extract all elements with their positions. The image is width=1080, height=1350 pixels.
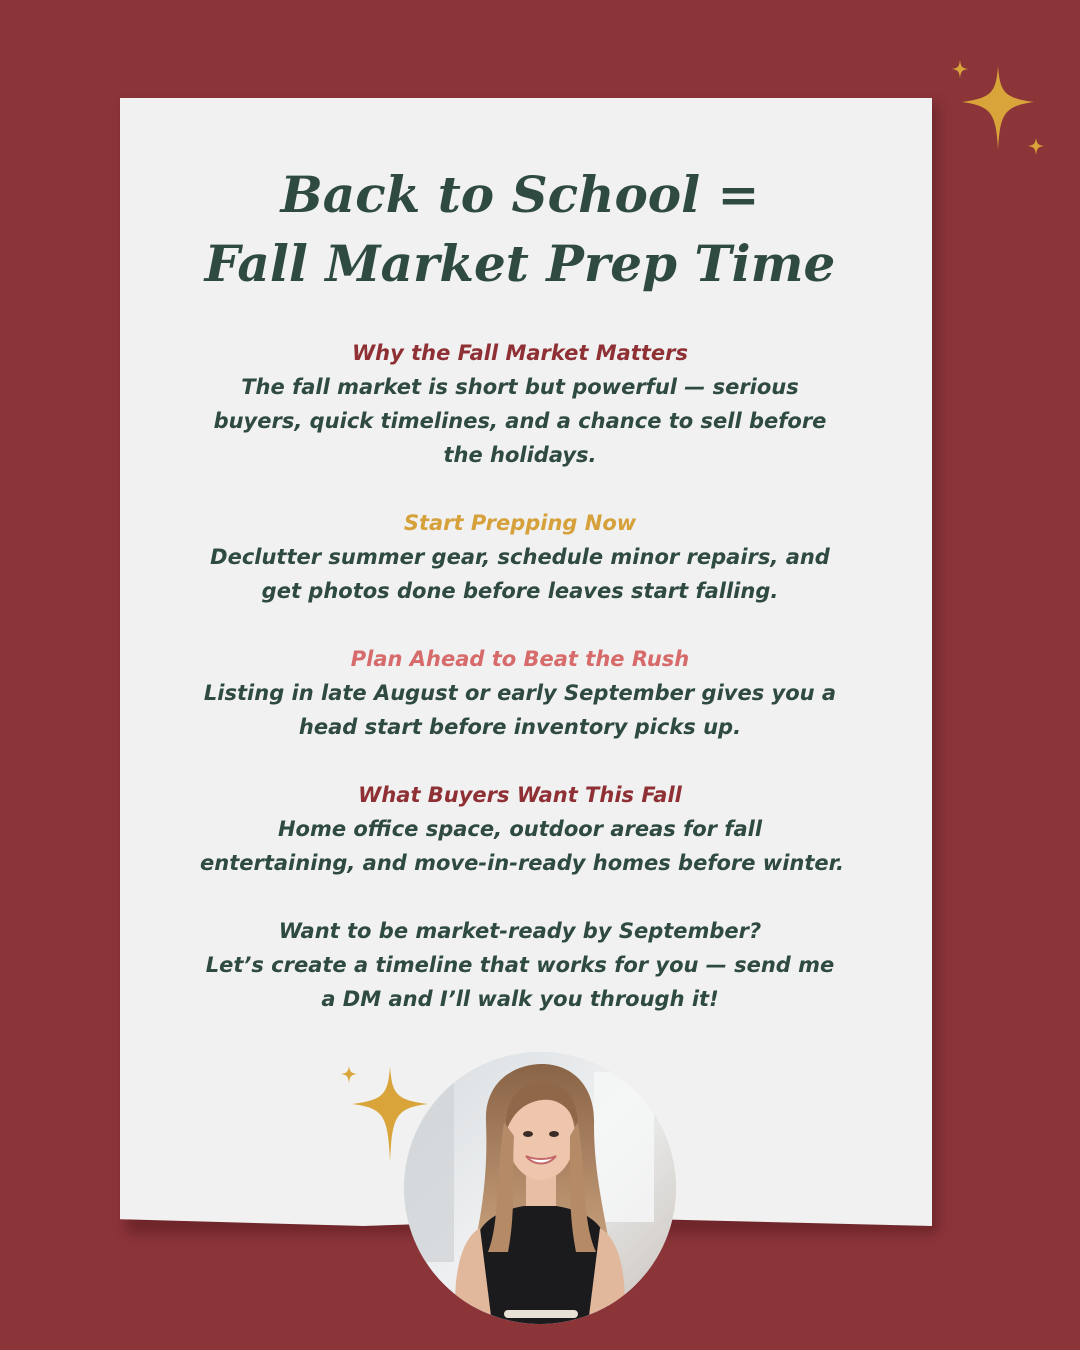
sparkle-small	[952, 60, 968, 78]
section-text-line: head start before inventory picks up.	[298, 715, 742, 739]
section-heading: Why the Fall Market Matters	[352, 341, 688, 365]
section-start-prepping	[200, 506, 840, 608]
eye-right	[549, 1131, 559, 1137]
portrait-illustration	[404, 1052, 676, 1324]
title-line-2: Fall Market Prep Time	[204, 234, 836, 293]
section-what-buyers-want	[200, 778, 844, 880]
belt	[504, 1310, 578, 1318]
section-heading: Start Prepping Now	[403, 511, 637, 535]
section-heading: What Buyers Want This Fall	[358, 783, 682, 807]
section-plan-ahead	[200, 642, 840, 744]
portrait-photo	[404, 1052, 676, 1324]
section-text-line: Declutter summer gear, schedule minor repairs, and	[210, 545, 830, 569]
sparkle-icon	[950, 58, 1060, 168]
section-text-line: entertaining, and move-in-ready homes before winter.	[200, 851, 844, 875]
title-line-1: Back to School =	[280, 165, 760, 224]
section-text-line: Home office space, outdoor areas for fall	[277, 817, 763, 841]
sparkle-large	[962, 66, 1034, 150]
cta-line: Want to be market-ready by September?	[278, 919, 762, 943]
section-text-line: Listing in late August or early September gives you a	[203, 681, 837, 705]
section-text-line: get photos done before leaves start falling.	[261, 579, 779, 603]
cta-line: Let’s create a timeline that works for you — send me	[205, 953, 835, 977]
call-to-action	[200, 914, 840, 1016]
sparkle-small	[1028, 138, 1044, 155]
section-text-line: the holidays.	[443, 443, 597, 467]
cta-line: a DM and I’ll walk you through it!	[321, 987, 719, 1011]
content-block	[200, 336, 844, 1050]
section-text-line: The fall market is short but powerful — serious	[241, 375, 799, 399]
page-title	[120, 160, 920, 298]
section-text-line: buyers, quick timelines, and a chance to sell before	[213, 409, 827, 433]
eye-left	[523, 1131, 533, 1137]
section-heading: Plan Ahead to Beat the Rush	[350, 647, 690, 671]
sparkle-small	[341, 1066, 357, 1083]
section-fall-market-matters	[200, 336, 840, 472]
